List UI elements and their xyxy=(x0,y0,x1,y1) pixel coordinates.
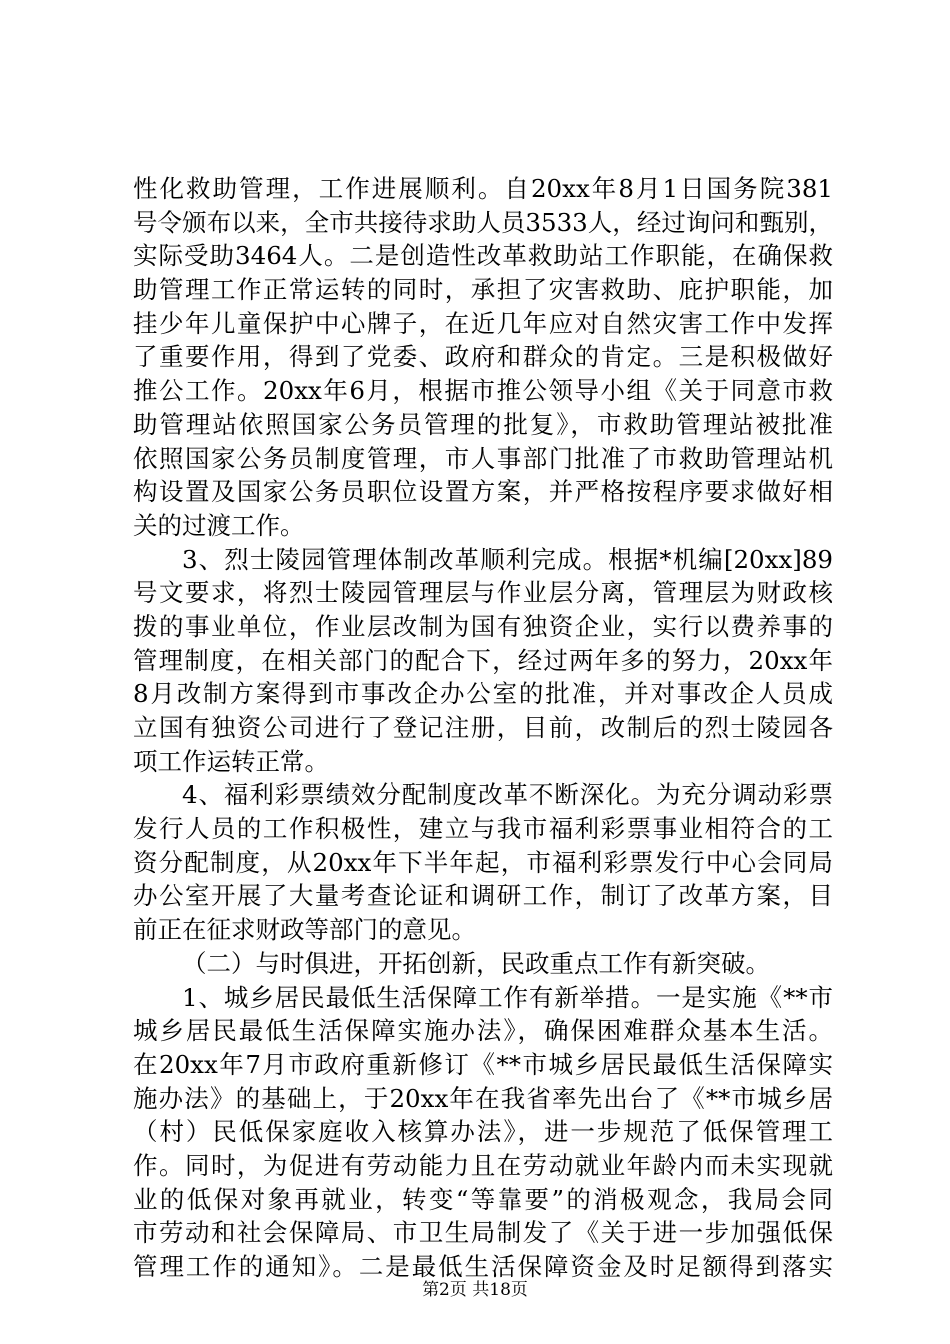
text-line: （二）与时俱进，开拓创新，民政重点工作有新突破。 xyxy=(182,948,770,978)
text-line: 办公室开展了大量考查论证和调研工作，制订了改革方案，目 xyxy=(133,881,833,911)
text-line: 性化救助管理，工作进展顺利。自20xx年8月1日国务院381 xyxy=(133,174,833,203)
text-line: 拨的事业单位，作业层改制为国有独资企业，实行以费养事的 xyxy=(133,611,833,641)
text-line: 1、城乡居民最低生活保障工作有新举措。一是实施《**市 xyxy=(182,982,833,1012)
text-line: 构设置及国家公务员职位设置方案，并严格按程序要求做好相 xyxy=(133,477,833,507)
text-line: 3、烈士陵园管理体制改革顺利完成。根据*机编[20xx]89 xyxy=(182,544,833,574)
text-line: 管理工作的通知》。二是最低生活保障资金及时足额得到落实 xyxy=(133,1252,833,1281)
text-line: 了重要作用，得到了党委、政府和群众的肯定。三是积极做好 xyxy=(133,342,833,372)
text-line: 前正在征求财政等部门的意见。 xyxy=(133,915,476,945)
text-line: 项工作运转正常。 xyxy=(133,746,329,776)
text-line: 作。同时，为促进有劳动能力且在劳动就业年龄内而未实现就 xyxy=(133,1150,833,1180)
text-line: 8月改制方案得到市事改企办公室的批准，并对事改企人员成 xyxy=(133,679,833,709)
text-line: 助管理站依照国家公务员管理的批复》，市救助管理站被批准 xyxy=(133,409,833,439)
text-line: 挂少年儿童保护中心牌子，在近几年应对自然灾害工作中发挥 xyxy=(133,308,833,338)
text-line: 城乡居民最低生活保障实施办法》，确保困难群众基本生活。 xyxy=(133,1016,833,1046)
text-line: 号令颁布以来，全市共接待求助人员3533人，经过询问和甄别， xyxy=(133,207,833,237)
text-line: 立国有独资公司进行了登记注册，目前，改制后的烈士陵园各 xyxy=(133,713,833,742)
text-line: 在20xx年7月市政府重新修订《**市城乡居民最低生活保障实 xyxy=(133,1049,833,1079)
text-line: 管理制度，在相关部门的配合下，经过两年多的努力，20xx年 xyxy=(133,645,833,675)
text-line: 实际受助3464人。二是创造性改革救助站工作职能，在确保救 xyxy=(133,241,833,271)
text-line: 发行人员的工作积极性，建立与我市福利彩票事业相符合的工 xyxy=(133,814,833,844)
text-line: 资分配制度，从20xx年下半年起，市福利彩票发行中心会同局 xyxy=(133,847,833,877)
text-line: 业的低保对象再就业，转变“等靠要”的消极观念，我局会同 xyxy=(133,1184,833,1214)
text-line: 4、福利彩票绩效分配制度改革不断深化。为充分调动彩票 xyxy=(182,780,833,810)
body-text xyxy=(133,172,833,1284)
text-line: 依照国家公务员制度管理，市人事部门批准了市救助管理站机 xyxy=(133,443,833,473)
text-line: 市劳动和社会保障局、市卫生局制发了《关于进一步加强低保 xyxy=(133,1218,833,1248)
text-line: 助管理工作正常运转的同时，承担了灾害救助、庇护职能，加 xyxy=(133,275,833,305)
text-line: 号文要求，将烈士陵园管理层与作业层分离，管理层为财政核 xyxy=(133,578,833,608)
text-line: 关的过渡工作。 xyxy=(133,510,305,540)
text-line: 推公工作。20xx年6月，根据市推公领导小组《关于同意市救 xyxy=(133,376,833,406)
text-line: （村）民低保家庭收入核算办法》，进一步规范了低保管理工 xyxy=(133,1117,833,1147)
text-line: 施办法》的基础上，于20xx年在我省率先出台了《**市城乡居 xyxy=(133,1083,833,1113)
page-footer: 第2页 共18页 xyxy=(422,1280,528,1300)
